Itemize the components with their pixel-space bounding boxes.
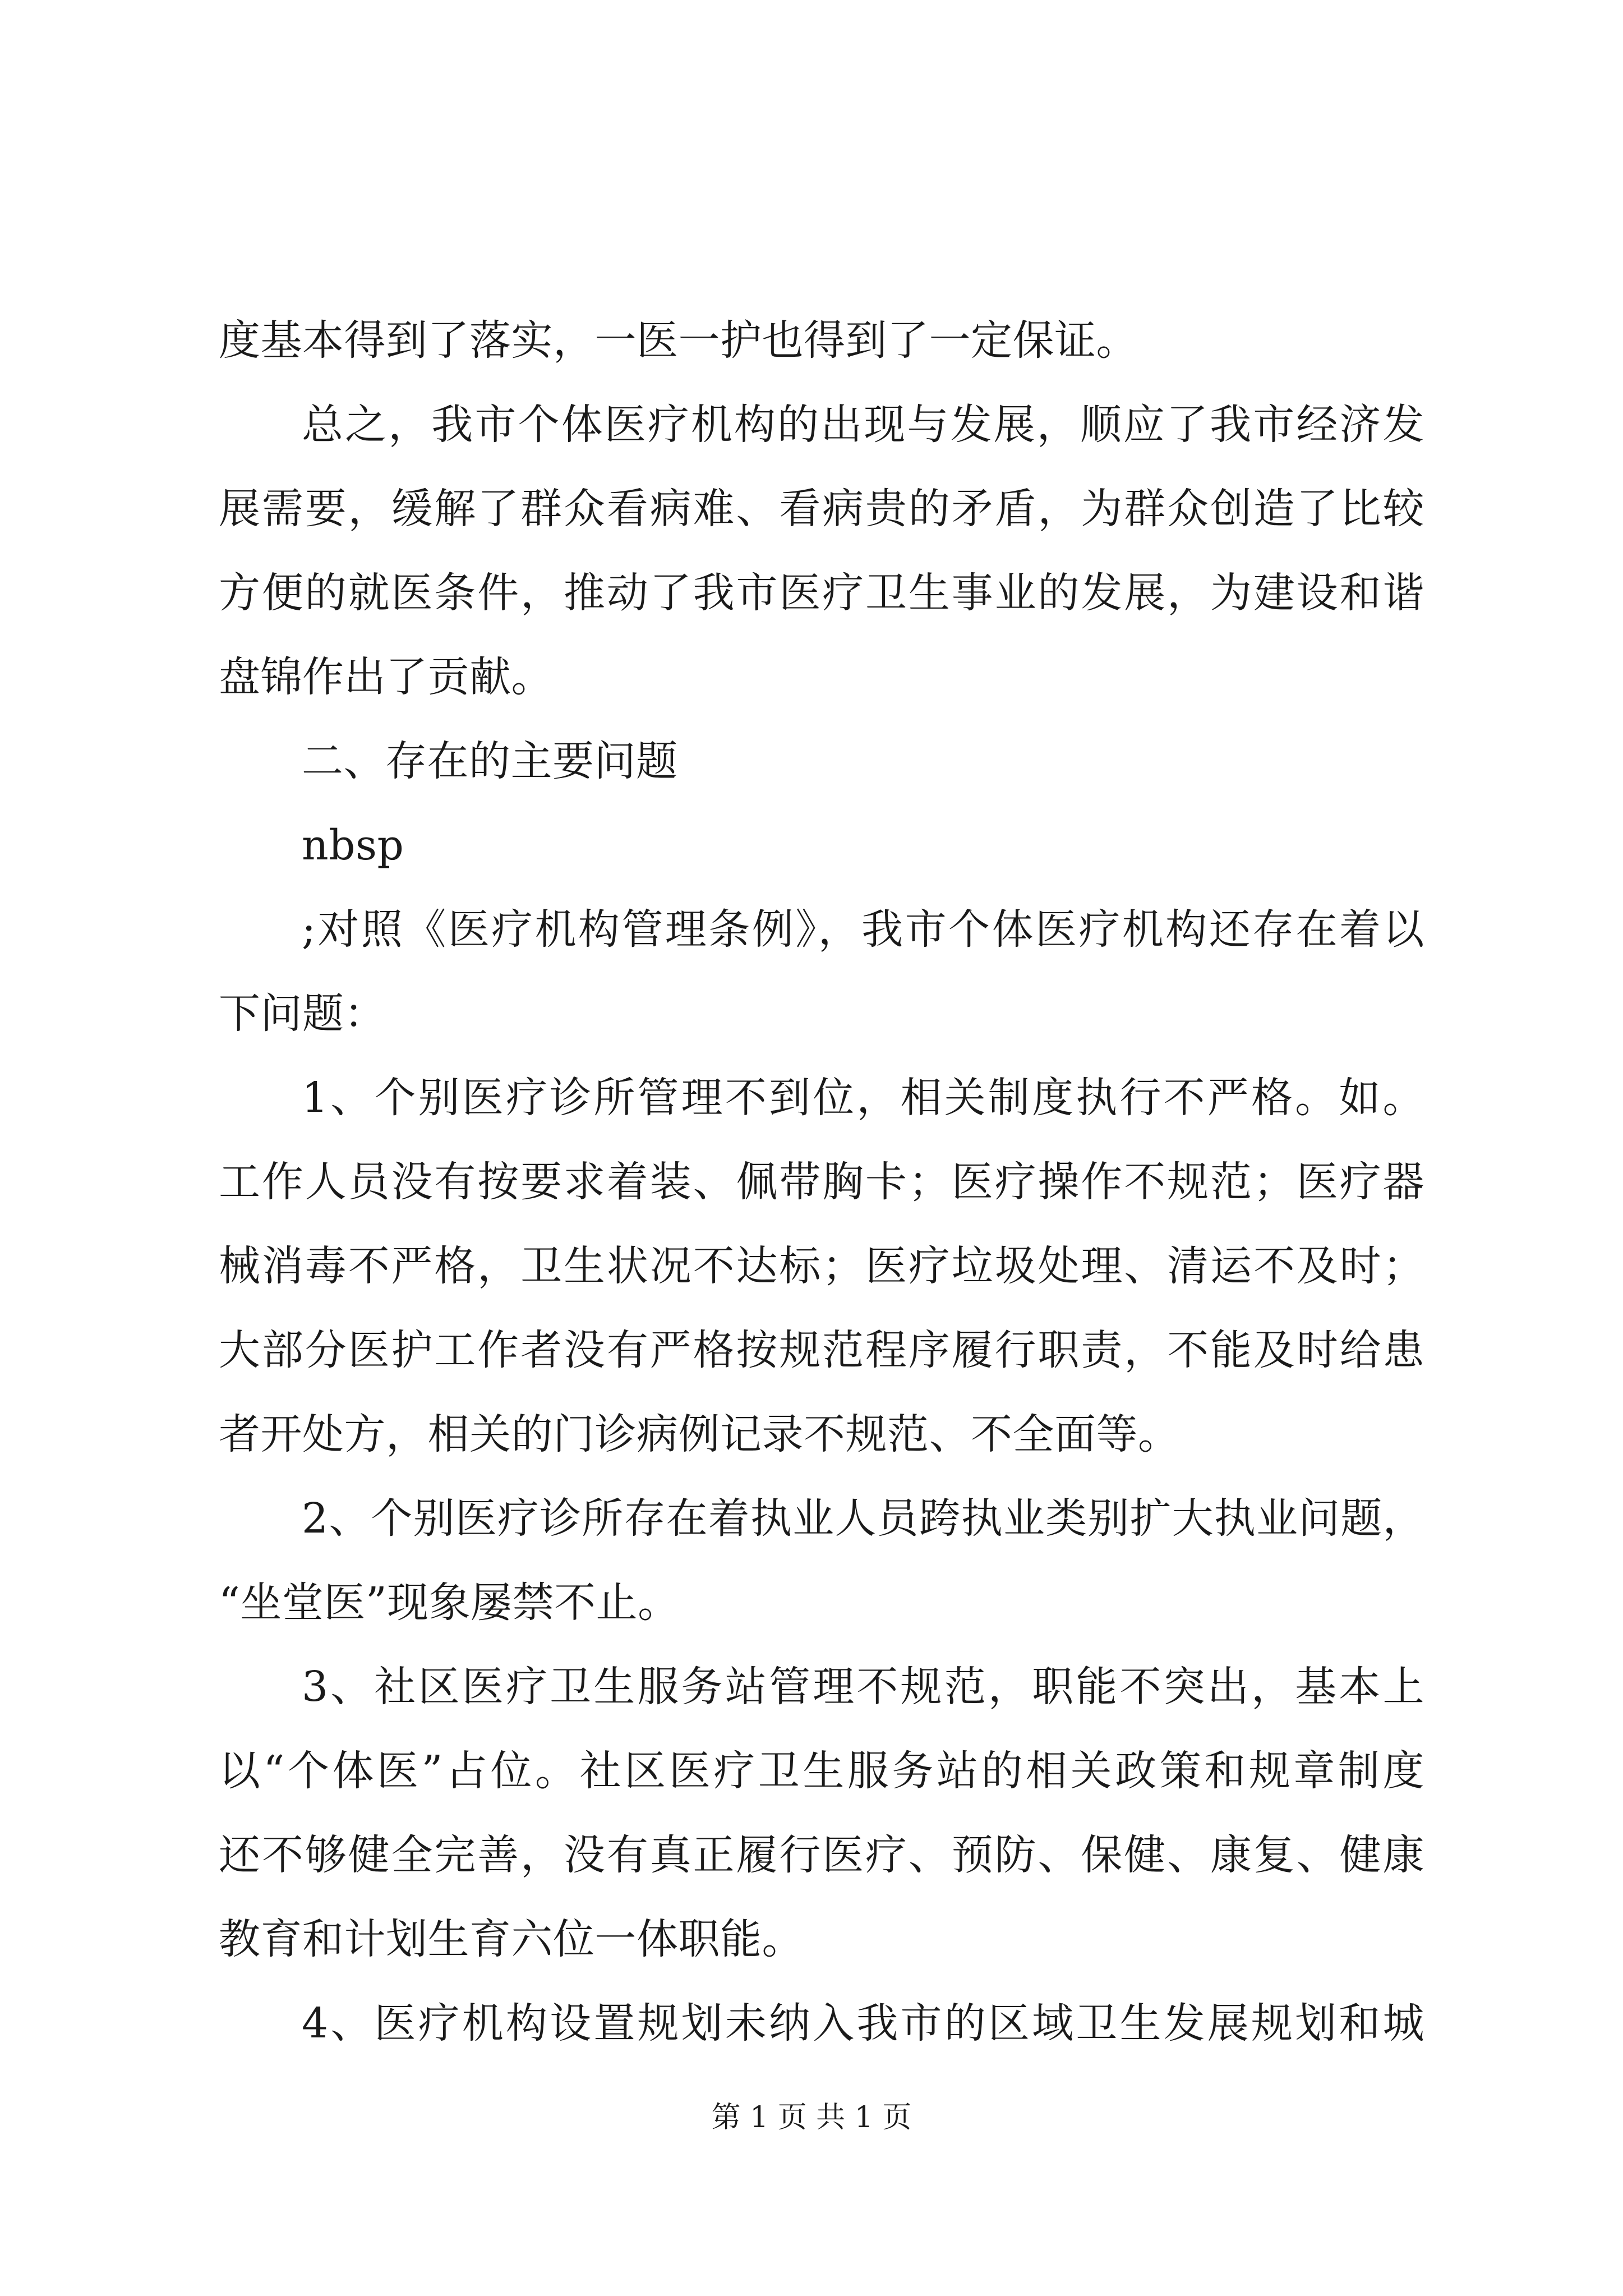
- text-line: 下问题：: [219, 990, 386, 1038]
- text-line: 者开处方，相关的门诊病例记录不规范、不全面等。: [219, 1410, 1180, 1458]
- paragraph-start-line: 总之，我市个体医疗机构的出现与发展，顺应了我市经济发: [302, 401, 1424, 449]
- section-heading: 二、存在的主要问题: [302, 737, 678, 785]
- text-line: “坐堂医”现象屡禁不止。: [219, 1579, 680, 1627]
- text-line: 还不够健全完善，没有真正履行医疗、预防、保健、康复、健康: [219, 1831, 1424, 1879]
- text-line: 工作人员没有按要求着装、佩带胸卡；医疗操作不规范；医疗器: [219, 1158, 1424, 1206]
- paragraph-start-line: ;对照《医疗机构管理条例》，我市个体医疗机构还存在着以: [302, 905, 1424, 954]
- text-line: 械消毒不严格，卫生状况不达标；医疗垃圾处理、清运不及时；: [219, 1242, 1424, 1290]
- text-line: 展需要，缓解了群众看病难、看病贵的矛盾，为群众创造了比较: [219, 485, 1424, 533]
- page-footer: [0, 2095, 1623, 2140]
- text-line: 盘锦作出了贡献。: [219, 653, 553, 701]
- paragraph-start-line: 3、社区医疗卫生服务站管理不规范，职能不突出，基本上: [302, 1663, 1424, 1711]
- text-line: nbsp: [302, 821, 404, 869]
- paragraph-start-line: 4、医疗机构设置规划未纳入我市的区域卫生发展规划和城: [302, 1999, 1424, 2047]
- paragraph-start-line: 2、个别医疗诊所存在着执业人员跨执业类别扩大执业问题，: [302, 1494, 1424, 1543]
- text-line: 大部分医护工作者没有严格按规范程序履行职责，不能及时给患: [219, 1326, 1424, 1374]
- text-line: 以“个体医”占位。社区医疗卫生服务站的相关政策和规章制度: [219, 1747, 1424, 1795]
- text-line: 度基本得到了落实，一医一护也得到了一定保证。: [219, 316, 1138, 365]
- text-line: 方便的就医条件，推动了我市医疗卫生事业的发展，为建设和谐: [219, 569, 1424, 617]
- paragraph-start-line: 1、个别医疗诊所管理不到位，相关制度执行不严格。如。: [302, 1074, 1424, 1122]
- page-number-label: 第 1 页 共 1 页: [711, 2101, 912, 2134]
- text-line: 教育和计划生育六位一体职能。: [219, 1915, 804, 1963]
